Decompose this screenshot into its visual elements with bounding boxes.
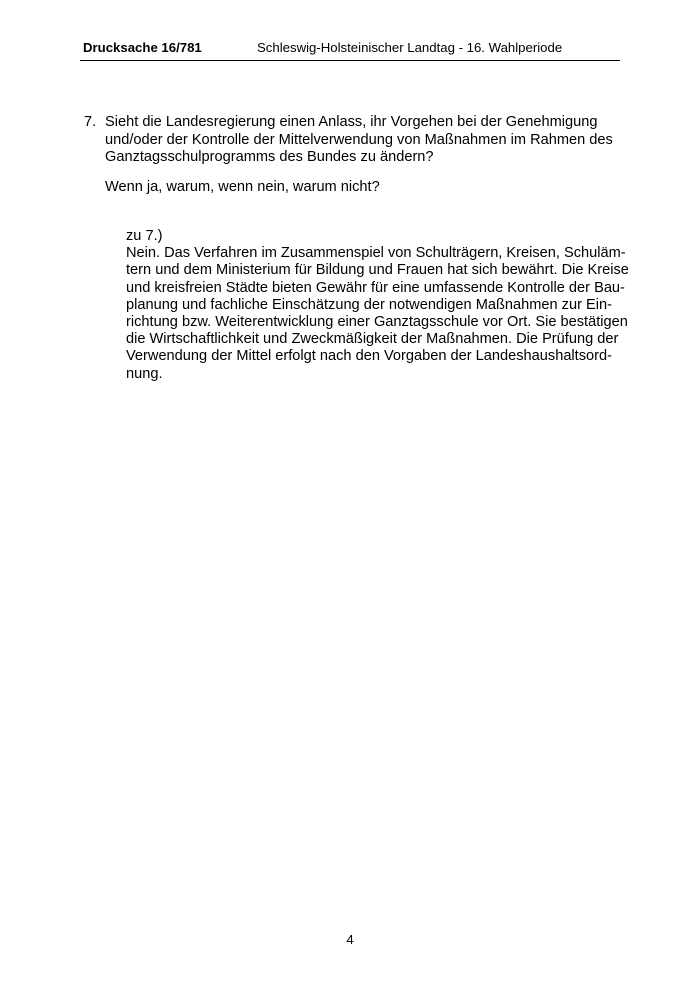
answer-line: tern und dem Ministerium für Bildung und Frauen hat sich bewährt. Die Kreise (126, 262, 629, 279)
answer-line: nung. (126, 365, 163, 382)
question-line: Sieht die Landesregierung einen Anlass, ihr Vorgehen bei der Genehmigung (105, 114, 598, 130)
parliament-title: Schleswig-Holsteinischer Landtag - 16. Wahlperiode (257, 40, 563, 55)
question-number: 7. (84, 114, 97, 130)
page-header (80, 39, 620, 59)
question-text (105, 114, 613, 167)
answer-line: und kreisfreien Städte bieten Gewähr für eine umfassende Kontrolle der Bau- (126, 279, 625, 296)
answer-reference: zu 7.) (126, 228, 163, 244)
page-number: 4 (346, 932, 354, 947)
answer-block (126, 228, 629, 383)
header-divider (80, 60, 620, 61)
document-number: Drucksache 16/781 (83, 40, 202, 55)
answer-line: planung und fachliche Einschätzung der notwendigen Maßnahmen zur Ein- (126, 296, 612, 313)
answer-line: die Wirtschaftlichkeit und Zweckmäßigkeit der Maßnahmen. Die Prüfung der (126, 331, 619, 348)
question-line: und/oder der Kontrolle der Mittelverwendung von Maßnahmen im Rahmen des (105, 131, 613, 148)
answer-line: Nein. Das Verfahren im Zusammenspiel von Schulträgern, Kreisen, Schuläm- (126, 245, 626, 262)
question-line: Ganztagsschulprogramms des Bundes zu ändern? (105, 149, 434, 165)
question-follow-up: Wenn ja, warum, wenn nein, warum nicht? (105, 179, 380, 195)
answer-line: Verwendung der Mittel erfolgt nach den Vorgaben der Landeshaushaltsord- (126, 348, 612, 365)
answer-line: richtung bzw. Weiterentwicklung einer Ganztagsschule vor Ort. Sie bestätigen (126, 314, 628, 331)
